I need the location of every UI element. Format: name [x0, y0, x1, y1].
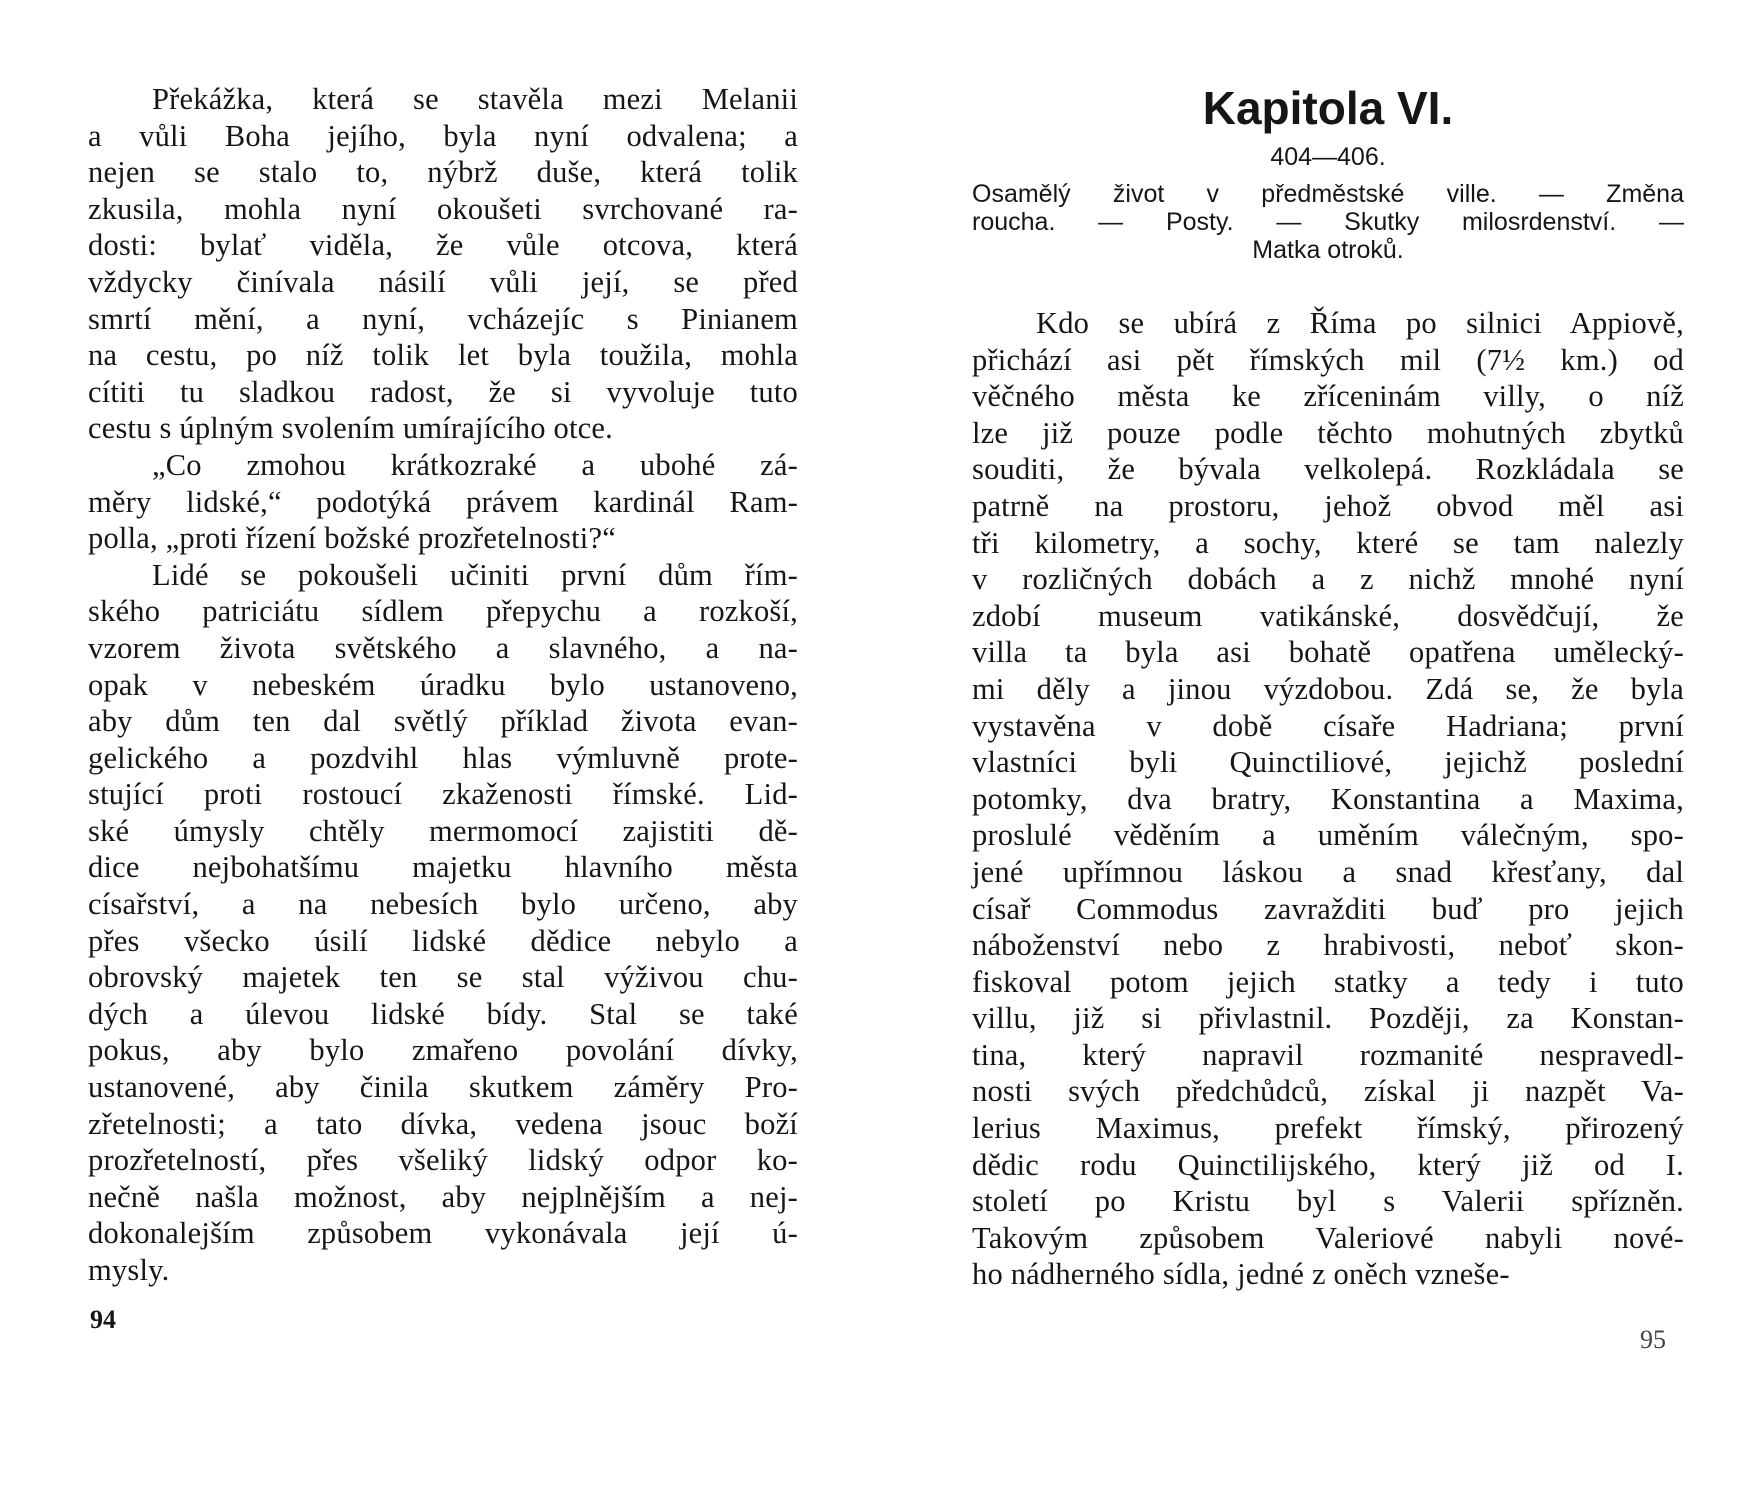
text-line: ského patriciátu sídlem přepychu a rozkoší,	[88, 594, 798, 629]
text-line: mysly.	[88, 1253, 170, 1287]
text-line: dice nejbohatšímu majetku hlavního města	[88, 850, 798, 885]
right-page-number: 95	[1640, 1325, 1666, 1354]
text-line: na cestu, po níž tolik let byla toužila, mohla	[88, 338, 798, 373]
text-line: a vůli Boha jejího, byla nyní odvalena; a	[88, 118, 798, 153]
text-line: lerius Maximus, prefekt římský, přirozený	[972, 1111, 1684, 1146]
text-line: obrovský majetek ten se stal výživou chu-	[88, 960, 798, 995]
text-line: zřetelnosti; a tato dívka, vedena jsouc boží	[88, 1106, 798, 1141]
text-line: smrtí mění, a nyní, vcházejíc s Pinianem	[88, 301, 798, 336]
text-line: potomky, dva bratry, Konstantina a Maxima,	[972, 781, 1684, 816]
chapter-summary-line: Matka otroků.	[1252, 236, 1404, 264]
text-line: nejen se stalo to, nýbrž duše, která tolik	[88, 155, 798, 190]
text-line: Lidé se pokoušeli učiniti první dům řím-	[152, 557, 798, 592]
text-line: cestu s úplným svolením umírajícího otce.	[88, 411, 613, 446]
text-line: měry lidské,“ podotýká právem kardinál Ram-	[88, 484, 798, 519]
text-line: „Co zmohou krátkozraké a ubohé zá-	[152, 447, 798, 482]
right-page	[880, 0, 1760, 1500]
text-line: císařství, a na nebesích bylo určeno, aby	[88, 887, 798, 922]
text-line: pokus, aby bylo zmařeno povolání dívky,	[88, 1033, 798, 1068]
text-line: opak v nebeském úradku bylo ustanoveno,	[88, 667, 798, 702]
text-line: přes všecko úsilí lidské dědice nebylo a	[88, 923, 798, 958]
chapter-title: Kapitola VI.	[1202, 82, 1454, 134]
text-line: dědic rodu Quinctilijského, který již od I.	[972, 1147, 1684, 1182]
text-line: villu, již si přivlastnil. Později, za Konstan-	[972, 1001, 1684, 1036]
text-line: villa ta byla asi bohatě opatřena umělecký-	[972, 635, 1684, 670]
text-line: dých a úlevou lidské bídy. Stal se také	[88, 996, 798, 1031]
text-line: vystavěna v době císaře Hadriana; první	[972, 708, 1684, 743]
text-line: prozřetelností, přes všeliký lidský odpor ko-	[88, 1143, 798, 1178]
text-line: gelického a pozdvihl hlas výmluvně prote-	[88, 740, 798, 775]
chapter-summary-line: roucha. — Posty. — Skutky milosrdenství. —	[972, 208, 1684, 236]
text-line: polla, „proti řízení božské prozřetelnosti?“	[88, 521, 616, 556]
text-line: vlastníci byli Quinctiliové, jejichž poslední	[972, 745, 1684, 780]
chapter-summary-line: Osamělý život v předměstské ville. — Změna	[972, 180, 1684, 208]
text-line: věčného města ke zříceninám villy, o níž	[972, 379, 1684, 414]
text-line: proslulé věděním a uměním válečným, spo-	[972, 818, 1684, 853]
chapter-years: 404—406.	[1270, 143, 1386, 171]
text-line: nosti svých předchůdců, získal ji nazpět Va-	[972, 1074, 1684, 1109]
text-line: patrně na prostoru, jehož obvod měl asi	[972, 488, 1684, 523]
left-page-number: 94	[90, 1305, 116, 1334]
chapter-summary	[972, 180, 1684, 264]
text-line: Takovým způsobem Valeriové nabyli nové-	[972, 1220, 1684, 1255]
text-line: zkusila, mohla nyní okoušeti svrchované ra-	[88, 191, 798, 226]
text-line: nečně našla možnost, aby nejplnějším a nej-	[88, 1179, 798, 1214]
text-line: ho nádherného sídla, jedné z oněch vznešе-	[972, 1257, 1510, 1292]
text-line: dokonalejším způsobem vykonávala její ú-	[88, 1216, 798, 1251]
text-line: fiskoval potom jejich statky a tedy i tuto	[972, 964, 1684, 999]
text-line: ustanovené, aby činila skutkem záměry Pro-	[88, 1070, 798, 1105]
left-page-text	[88, 81, 798, 1289]
text-line: tina, který napravil rozmanité nespravedl-	[972, 1037, 1684, 1072]
text-line: přichází asi pět římských mil (7½ km.) od	[972, 342, 1684, 377]
text-line: zdobí museum vatikánské, dosvědčují, že	[972, 598, 1684, 633]
text-line: Překážka, která se stavěla mezi Melanii	[152, 82, 798, 116]
text-line: vzorem života světského a slavného, a na-	[88, 630, 798, 665]
text-line: císař Commodus zavražditi buď pro jejich	[972, 891, 1684, 926]
text-line: cítiti tu sladkou radost, že si vyvoluje tuto	[88, 374, 798, 409]
text-line: aby dům ten dal světlý příklad života evan-	[88, 704, 798, 739]
text-line: náboženství nebo z hrabivosti, neboť skon-	[972, 928, 1684, 963]
text-line: tři kilometry, a sochy, které se tam nalezly	[972, 525, 1684, 560]
right-page-text	[972, 305, 1684, 1293]
text-line: v rozličných dobách a z nichž mnohé nyní	[972, 562, 1684, 597]
text-line: souditi, že bývala velkolepá. Rozkládala se	[972, 452, 1684, 487]
text-line: Kdo se ubírá z Říma po silnici Appiově,	[1036, 306, 1684, 340]
text-line: dosti: bylať viděla, že vůle otcova, která	[88, 228, 798, 263]
text-line: stující proti rostoucí zkaženosti římské. Lid-	[88, 777, 798, 812]
text-line: ské úmysly chtěly mermomocí zajistiti dě-	[88, 813, 798, 848]
text-line: století po Kristu byl s Valerii spřízněn.	[972, 1184, 1684, 1219]
text-line: lze již pouze podle těchto mohutných zbytků	[972, 415, 1684, 450]
text-line: mi děly a jinou výzdobou. Zdá se, že byla	[972, 671, 1684, 706]
text-line: vždycky činívala násilí vůli její, se před	[88, 264, 798, 299]
text-line: jené upřímnou láskou a snad křesťany, dal	[972, 854, 1684, 889]
